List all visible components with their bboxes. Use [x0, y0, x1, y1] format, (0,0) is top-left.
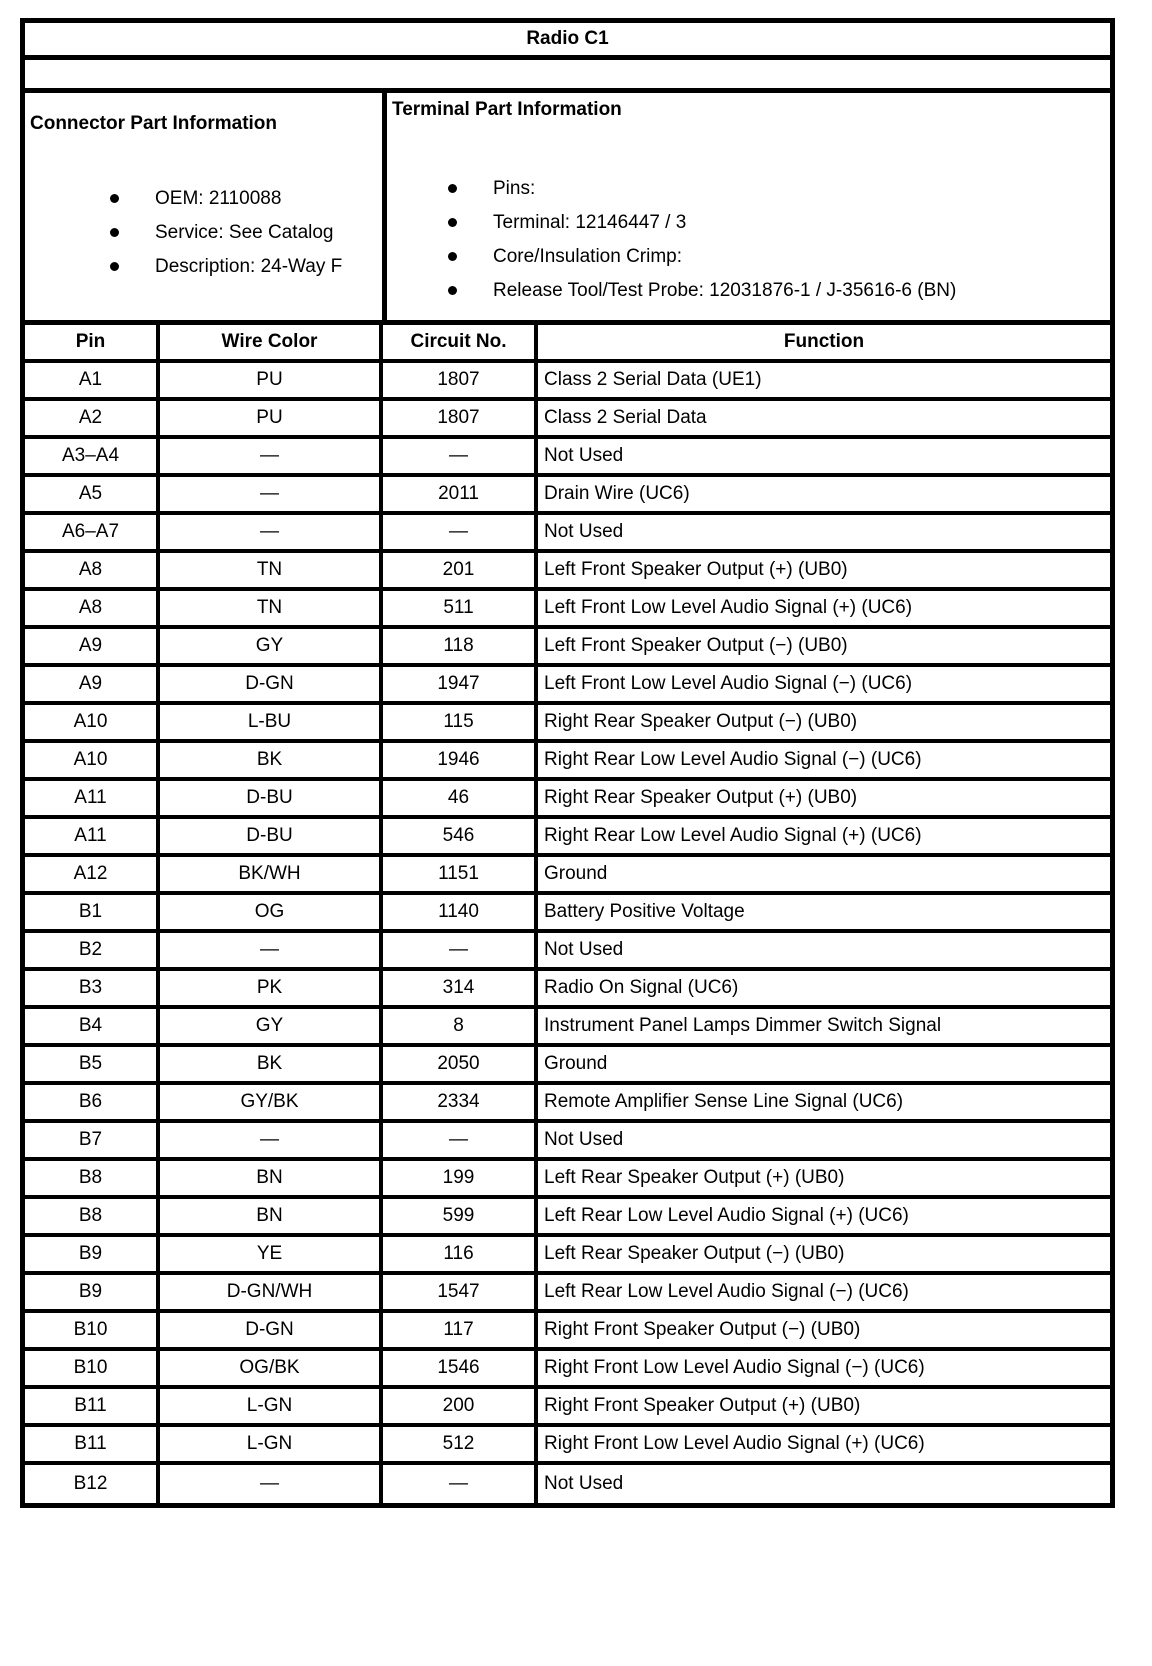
function-cell: Not Used: [544, 445, 624, 466]
table-row: [25, 401, 1110, 439]
pin-cell: B8: [25, 1161, 160, 1195]
circuit-no-cell: 117: [383, 1313, 538, 1347]
function-cell: Class 2 Serial Data (UE1): [544, 369, 762, 390]
circuit-no-cell: 546: [383, 819, 538, 853]
wire-color-cell: D-GN: [160, 667, 383, 701]
table-row: [25, 705, 1110, 743]
function-column-header: Function: [783, 331, 865, 352]
circuit-no-cell: 199: [383, 1161, 538, 1195]
bullet-text: OEM: 2110088: [155, 188, 282, 209]
circuit-no-cell: 8: [383, 1009, 538, 1043]
bullet-icon: [110, 262, 119, 271]
bullet-icon: [448, 218, 457, 227]
function-cell: Remote Amplifier Sense Line Signal (UC6): [544, 1091, 904, 1112]
terminal-part-information-heading: Terminal Part Information: [392, 99, 622, 120]
circuit-no-cell: —: [383, 515, 538, 549]
table-row: [25, 933, 1110, 971]
pin-column-header: Pin: [25, 325, 160, 359]
pin-cell: B12: [25, 1465, 160, 1503]
circuit-no-cell: —: [383, 1123, 538, 1157]
wire-color-cell: —: [160, 1465, 383, 1503]
pin-cell: B10: [25, 1313, 160, 1347]
wire-color-cell: —: [160, 477, 383, 511]
bullet-text: Description: 24-Way F: [155, 256, 343, 277]
function-cell: Left Front Speaker Output (+) (UB0): [544, 559, 848, 580]
wire-color-cell: PU: [160, 401, 383, 435]
circuit-no-cell: 115: [383, 705, 538, 739]
table-row: [25, 1465, 1110, 1503]
wire-color-cell: BK: [160, 743, 383, 777]
wire-color-cell: OG/BK: [160, 1351, 383, 1385]
pin-cell: B7: [25, 1123, 160, 1157]
wire-color-cell: L-BU: [160, 705, 383, 739]
wire-color-cell: GY/BK: [160, 1085, 383, 1119]
table-row: [25, 819, 1110, 857]
pin-cell: A3–A4: [25, 439, 160, 473]
table-row: [25, 439, 1110, 477]
function-cell: Left Rear Low Level Audio Signal (−) (UC6): [544, 1281, 909, 1302]
wire-color-column-header: Wire Color: [160, 325, 383, 359]
wire-color-cell: —: [160, 1123, 383, 1157]
table-body: [25, 363, 1110, 1503]
table-row: [25, 1009, 1110, 1047]
table-row: [25, 971, 1110, 1009]
circuit-no-cell: 116: [383, 1237, 538, 1271]
function-cell: Not Used: [544, 521, 624, 542]
bullet-text: Pins:: [493, 178, 536, 199]
table-row: [25, 363, 1110, 401]
function-cell: Left Front Speaker Output (−) (UB0): [544, 635, 848, 656]
wire-color-cell: D-BU: [160, 819, 383, 853]
table-row: [25, 1237, 1110, 1275]
wire-color-cell: TN: [160, 553, 383, 587]
table-title: Radio C1: [25, 23, 1110, 60]
function-cell: Ground: [544, 1053, 608, 1074]
bullet-item: [448, 279, 1108, 302]
table-row: [25, 1047, 1110, 1085]
circuit-no-cell: 314: [383, 971, 538, 1005]
table-row: [25, 1427, 1110, 1465]
bullet-item: [448, 245, 1108, 268]
wire-color-cell: D-GN: [160, 1313, 383, 1347]
circuit-no-cell: 1947: [383, 667, 538, 701]
circuit-no-cell: 200: [383, 1389, 538, 1423]
wire-color-cell: BK: [160, 1047, 383, 1081]
pin-cell: B5: [25, 1047, 160, 1081]
table-row: [25, 591, 1110, 629]
circuit-no-cell: 1946: [383, 743, 538, 777]
pin-cell: A10: [25, 705, 160, 739]
pin-cell: B9: [25, 1237, 160, 1271]
table-row: [25, 515, 1110, 553]
wire-color-cell: BK/WH: [160, 857, 383, 891]
circuit-no-cell: 512: [383, 1427, 538, 1461]
pin-cell: B8: [25, 1199, 160, 1233]
pin-cell: B3: [25, 971, 160, 1005]
pin-cell: B11: [25, 1389, 160, 1423]
pin-cell: A12: [25, 857, 160, 891]
function-cell: Not Used: [544, 939, 624, 960]
function-cell: Instrument Panel Lamps Dimmer Switch Signal: [544, 1015, 942, 1036]
wire-color-cell: PK: [160, 971, 383, 1005]
pin-cell: A5: [25, 477, 160, 511]
pin-cell: A2: [25, 401, 160, 435]
bullet-text: Terminal: 12146447 / 3: [493, 212, 687, 233]
table-row: [25, 667, 1110, 705]
wire-color-cell: YE: [160, 1237, 383, 1271]
table-row: [25, 553, 1110, 591]
circuit-no-cell: 599: [383, 1199, 538, 1233]
bullet-icon: [448, 184, 457, 193]
wire-color-cell: D-GN/WH: [160, 1275, 383, 1309]
circuit-no-cell: —: [383, 1465, 538, 1503]
wire-color-cell: —: [160, 439, 383, 473]
circuit-no-cell: 2011: [383, 477, 538, 511]
function-cell: Not Used: [544, 1129, 624, 1150]
bullet-text: Release Tool/Test Probe: 12031876-1 / J-35616-6 (BN): [493, 280, 957, 301]
circuit-no-cell: 1547: [383, 1275, 538, 1309]
circuit-no-cell: 1140: [383, 895, 538, 929]
wire-color-cell: GY: [160, 629, 383, 663]
part-information-section: [25, 93, 1110, 325]
circuit-no-cell: 1807: [383, 363, 538, 397]
bullet-icon: [110, 228, 119, 237]
connector-part-information-cell: [25, 93, 387, 320]
pin-cell: B6: [25, 1085, 160, 1119]
circuit-no-cell: 1151: [383, 857, 538, 891]
function-cell: Radio On Signal (UC6): [544, 977, 739, 998]
wire-color-cell: L-GN: [160, 1427, 383, 1461]
wire-color-cell: D-BU: [160, 781, 383, 815]
table-row: [25, 743, 1110, 781]
function-cell: Drain Wire (UC6): [544, 483, 690, 504]
wire-color-cell: GY: [160, 1009, 383, 1043]
table-row: [25, 1199, 1110, 1237]
pin-cell: B4: [25, 1009, 160, 1043]
bullet-icon: [448, 286, 457, 295]
table-row: [25, 1351, 1110, 1389]
bullet-icon: [110, 194, 119, 203]
bullet-item: [110, 255, 380, 278]
pin-cell: B10: [25, 1351, 160, 1385]
circuit-no-cell: 201: [383, 553, 538, 587]
pin-cell: A8: [25, 591, 160, 625]
function-cell: Left Rear Speaker Output (+) (UB0): [544, 1167, 845, 1188]
table-row: [25, 477, 1110, 515]
bullet-item: [448, 211, 1108, 234]
function-cell: Right Front Low Level Audio Signal (−) (UC6): [544, 1357, 925, 1378]
pin-cell: A8: [25, 553, 160, 587]
function-cell: Left Front Low Level Audio Signal (−) (UC6): [544, 673, 913, 694]
pin-cell: A9: [25, 667, 160, 701]
bullet-icon: [448, 252, 457, 261]
function-cell: Class 2 Serial Data: [544, 407, 707, 428]
circuit-no-cell: 46: [383, 781, 538, 815]
table-row: [25, 1085, 1110, 1123]
circuit-no-cell: —: [383, 439, 538, 473]
bullet-text: Core/Insulation Crimp:: [493, 246, 683, 267]
circuit-no-cell: 2334: [383, 1085, 538, 1119]
wire-color-cell: PU: [160, 363, 383, 397]
table-row: [25, 857, 1110, 895]
table-row: [25, 1123, 1110, 1161]
pin-cell: A1: [25, 363, 160, 397]
connector-pinout-table: [20, 18, 1115, 1508]
wire-color-cell: BN: [160, 1161, 383, 1195]
table-row: [25, 629, 1110, 667]
function-cell: Battery Positive Voltage: [544, 901, 745, 922]
spacer-row: [25, 60, 1110, 93]
pin-cell: A6–A7: [25, 515, 160, 549]
wire-color-cell: L-GN: [160, 1389, 383, 1423]
function-cell: Right Front Speaker Output (+) (UB0): [544, 1395, 861, 1416]
function-cell: Right Rear Low Level Audio Signal (−) (UC6): [544, 749, 922, 770]
function-cell: Left Rear Speaker Output (−) (UB0): [544, 1243, 845, 1264]
circuit-no-cell: 118: [383, 629, 538, 663]
table-row: [25, 1313, 1110, 1351]
pin-cell: B2: [25, 933, 160, 967]
circuit-no-cell: 1546: [383, 1351, 538, 1385]
connector-info-list: [30, 187, 380, 278]
connector-part-information-heading: Connector Part Information: [30, 113, 278, 134]
function-cell: Ground: [544, 863, 608, 884]
pin-cell: A9: [25, 629, 160, 663]
bullet-item: [110, 187, 380, 210]
function-cell: Left Front Low Level Audio Signal (+) (UC6): [544, 597, 913, 618]
function-cell: Left Rear Low Level Audio Signal (+) (UC6): [544, 1205, 909, 1226]
wire-color-cell: TN: [160, 591, 383, 625]
circuit-no-cell: 511: [383, 591, 538, 625]
pin-cell: B9: [25, 1275, 160, 1309]
wire-color-cell: —: [160, 933, 383, 967]
table-row: [25, 781, 1110, 819]
pin-cell: B1: [25, 895, 160, 929]
pin-cell: A10: [25, 743, 160, 777]
terminal-info-list: [392, 177, 1108, 302]
function-cell: Not Used: [544, 1473, 624, 1494]
circuit-no-cell: 2050: [383, 1047, 538, 1081]
pin-cell: A11: [25, 819, 160, 853]
function-cell: Right Rear Speaker Output (+) (UB0): [544, 787, 858, 808]
wire-color-cell: BN: [160, 1199, 383, 1233]
wire-color-cell: —: [160, 515, 383, 549]
bullet-item: [448, 177, 1108, 200]
circuit-no-column-header: Circuit No.: [383, 325, 538, 359]
circuit-no-cell: —: [383, 933, 538, 967]
circuit-no-cell: 1807: [383, 401, 538, 435]
bullet-item: [110, 221, 380, 244]
bullet-text: Service: See Catalog: [155, 222, 334, 243]
function-cell: Right Rear Speaker Output (−) (UB0): [544, 711, 858, 732]
table-header-row: [25, 325, 1110, 363]
function-cell: Right Front Low Level Audio Signal (+) (UC6): [544, 1433, 925, 1454]
table-row: [25, 1161, 1110, 1199]
table-row: [25, 1275, 1110, 1313]
function-cell: Right Front Speaker Output (−) (UB0): [544, 1319, 861, 1340]
table-row: [25, 1389, 1110, 1427]
pin-cell: A11: [25, 781, 160, 815]
wire-color-cell: OG: [160, 895, 383, 929]
function-cell: Right Rear Low Level Audio Signal (+) (UC6): [544, 825, 922, 846]
pin-cell: B11: [25, 1427, 160, 1461]
table-row: [25, 895, 1110, 933]
terminal-part-information-cell: [387, 93, 1110, 320]
